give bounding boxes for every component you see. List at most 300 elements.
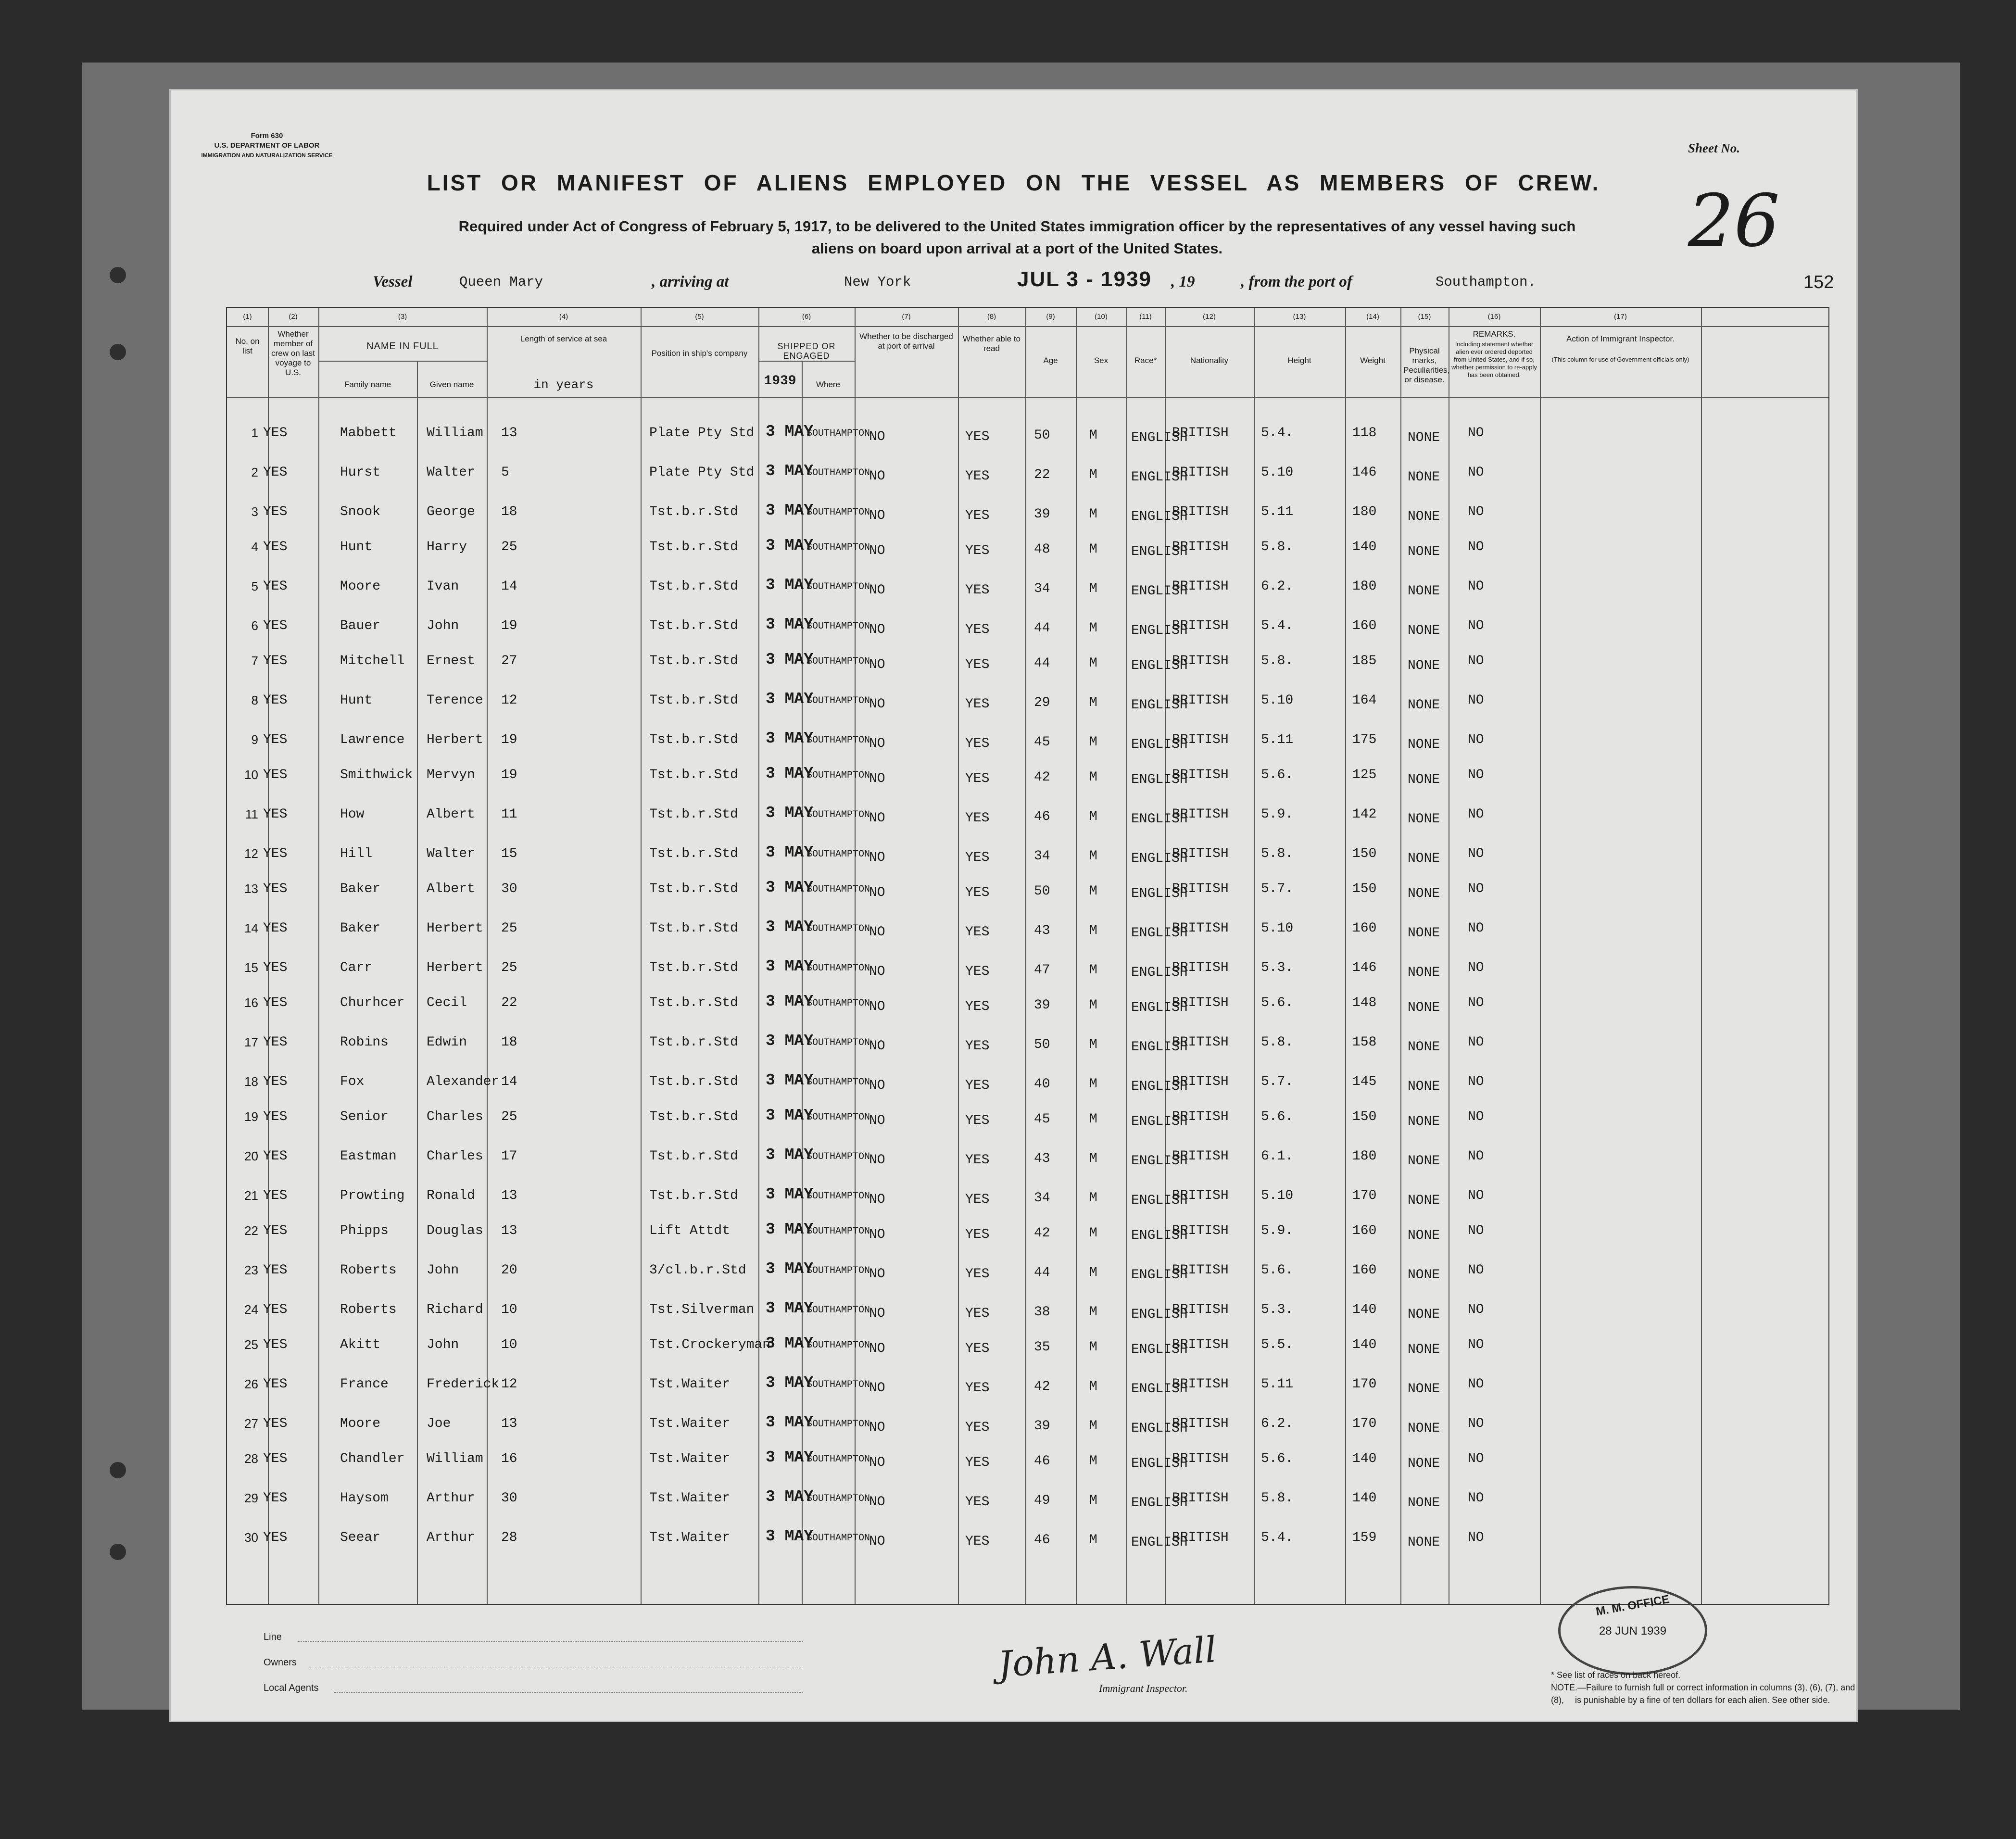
- race: ENGLISH: [1131, 623, 1188, 638]
- discharge-at-port: NO: [869, 1534, 885, 1549]
- race: ENGLISH: [1131, 851, 1188, 866]
- shipped-where: SOUTHAMPTON: [806, 1151, 870, 1162]
- physical-marks: NONE: [1408, 1154, 1440, 1169]
- given-name: Frederick: [427, 1377, 500, 1392]
- remarks: NO: [1468, 846, 1484, 861]
- nationality: BRITISH: [1172, 1377, 1229, 1392]
- remarks: NO: [1468, 654, 1484, 668]
- age: 45: [1034, 735, 1050, 750]
- given-name: John: [427, 1263, 459, 1278]
- service-years: 16: [501, 1451, 517, 1466]
- column-number: (2): [289, 313, 298, 321]
- row-number: 4: [251, 540, 258, 554]
- sex: M: [1089, 770, 1097, 785]
- shipped-engaged-header: SHIPPED OR ENGAGED: [777, 341, 836, 361]
- row-number: 9: [251, 732, 258, 747]
- sex: M: [1089, 1379, 1097, 1394]
- age: 29: [1034, 695, 1050, 710]
- family-name: Haysom: [340, 1491, 389, 1506]
- physical-marks: NONE: [1408, 1000, 1440, 1015]
- family-name: Smithwick: [340, 768, 413, 782]
- nationality: BRITISH: [1172, 1188, 1229, 1203]
- from-label: , from the port of: [1241, 273, 1352, 290]
- height: 5.3.: [1261, 1302, 1294, 1317]
- age: 42: [1034, 1226, 1050, 1241]
- row-number: 19: [244, 1109, 258, 1124]
- header-rule: [227, 326, 1828, 327]
- able-to-read: YES: [965, 657, 990, 672]
- shipped-when: 3 MAY: [766, 690, 814, 708]
- remarks: NO: [1468, 732, 1484, 747]
- shipped-where: SOUTHAMPTON: [806, 735, 870, 746]
- row-number: 29: [244, 1491, 258, 1505]
- given-name: Herbert: [427, 732, 483, 747]
- form-number: Form 630: [251, 132, 283, 140]
- weight: 180: [1352, 579, 1377, 594]
- height: 5.10: [1261, 693, 1294, 708]
- weight: 140: [1352, 1302, 1377, 1317]
- shipped-where: SOUTHAMPTON: [806, 998, 870, 1009]
- able-to-read: YES: [965, 508, 990, 523]
- office-stamp: [1558, 1586, 1707, 1675]
- given-name: Cecil: [427, 995, 467, 1010]
- service-years: 30: [501, 1491, 517, 1506]
- ship-position: Tst.Waiter: [649, 1491, 731, 1506]
- shipped-when: 3 MAY: [766, 1413, 814, 1431]
- crew-last-voyage: YES: [263, 995, 288, 1010]
- family-name: Robins: [340, 1035, 389, 1050]
- column-rule: [1126, 308, 1127, 1604]
- sex: M: [1089, 1493, 1097, 1508]
- crew-last-voyage: YES: [263, 1074, 288, 1089]
- race: ENGLISH: [1131, 509, 1188, 524]
- able-to-read: YES: [965, 1227, 990, 1242]
- height: 5.5.: [1261, 1337, 1294, 1352]
- height: 5.10: [1261, 1188, 1294, 1203]
- vessel-label: Vessel: [373, 273, 413, 290]
- height: 5.8.: [1261, 1035, 1294, 1050]
- discharge-at-port: NO: [869, 1306, 885, 1321]
- weight: 118: [1352, 426, 1377, 441]
- discharge-at-port: NO: [869, 1078, 885, 1093]
- physical-marks: NONE: [1408, 737, 1440, 752]
- row-number: 16: [244, 995, 258, 1010]
- given-name: William: [427, 426, 483, 441]
- column-header-c17: Action of Immigrant Inspector.: [1566, 334, 1675, 343]
- shipped-where: SOUTHAMPTON: [806, 1454, 870, 1465]
- shipped-where: SOUTHAMPTON: [806, 1533, 870, 1544]
- race: ENGLISH: [1131, 584, 1188, 599]
- column-rule: [855, 308, 856, 1604]
- physical-marks: NONE: [1408, 470, 1440, 485]
- column-rule: [758, 308, 759, 1604]
- remarks: NO: [1468, 540, 1484, 554]
- shipped-where: SOUTHAMPTON: [806, 1112, 870, 1123]
- able-to-read: YES: [965, 1153, 990, 1168]
- shipped-where: SOUTHAMPTON: [806, 1379, 870, 1390]
- able-to-read: YES: [965, 1039, 990, 1054]
- able-to-read: YES: [965, 999, 990, 1014]
- age: 39: [1034, 507, 1050, 522]
- family-name: Prowting: [340, 1188, 405, 1203]
- column-header-c15: Physical marks, Peculiarities, or disease.: [1403, 346, 1450, 384]
- family-name: Fox: [340, 1074, 365, 1089]
- height: 5.3.: [1261, 960, 1294, 975]
- shipped-where: SOUTHAMPTON: [806, 1077, 870, 1088]
- given-name: Ernest: [427, 654, 475, 668]
- shipped-when: 3 MAY: [766, 1107, 814, 1124]
- height: 5.4.: [1261, 426, 1294, 441]
- sex: M: [1089, 428, 1097, 443]
- shipped-when: 3 MAY: [766, 957, 814, 975]
- race: ENGLISH: [1131, 430, 1188, 445]
- ship-position: Tst.b.r.Std: [649, 654, 738, 668]
- sex: M: [1089, 1112, 1097, 1127]
- service-years: 17: [501, 1149, 517, 1164]
- column-number: (13): [1293, 313, 1306, 321]
- column-number: (3): [398, 313, 407, 321]
- weight: 180: [1352, 504, 1377, 519]
- able-to-read: YES: [965, 925, 990, 940]
- race: ENGLISH: [1131, 812, 1188, 827]
- age: 34: [1034, 581, 1050, 596]
- discharge-at-port: NO: [869, 964, 885, 979]
- weight: 164: [1352, 693, 1377, 708]
- physical-marks: NONE: [1408, 812, 1440, 827]
- discharge-at-port: NO: [869, 622, 885, 637]
- manifest-sheet: [171, 90, 1856, 1721]
- column-number: (11): [1139, 313, 1152, 321]
- column-header-c2: Whether member of crew on last voyage to U.S.: [271, 329, 315, 377]
- sex: M: [1089, 809, 1097, 824]
- crew-last-voyage: YES: [263, 1302, 288, 1317]
- sex: M: [1089, 1191, 1097, 1206]
- column-number: (7): [902, 313, 911, 321]
- shipped-when: 3 MAY: [766, 1527, 814, 1545]
- nationality: BRITISH: [1172, 1035, 1229, 1050]
- penalty-note-cont: is punishable by a fine of ten dollars for each alien. See other side.: [1575, 1695, 1830, 1705]
- sex: M: [1089, 1265, 1097, 1280]
- crew-last-voyage: YES: [263, 540, 288, 554]
- given-name: John: [427, 618, 459, 633]
- height: 5.8.: [1261, 540, 1294, 554]
- weight: 170: [1352, 1377, 1377, 1392]
- row-number: 8: [251, 693, 258, 707]
- given-name: Herbert: [427, 921, 483, 936]
- family-name: Akitt: [340, 1337, 381, 1352]
- physical-marks: NONE: [1408, 1535, 1440, 1550]
- sex: M: [1089, 1151, 1097, 1166]
- local-agents-label: Local Agents: [264, 1683, 319, 1693]
- family-name: France: [340, 1377, 389, 1392]
- service-years: 14: [501, 579, 517, 594]
- shipped-where: SOUTHAMPTON: [806, 542, 870, 553]
- able-to-read: YES: [965, 1495, 990, 1510]
- shipped-when: 3 MAY: [766, 804, 814, 822]
- given-name: Albert: [427, 807, 475, 822]
- row-number: 18: [244, 1074, 258, 1089]
- able-to-read: YES: [965, 850, 990, 865]
- height: 5.8.: [1261, 1491, 1294, 1506]
- shipped-when: 3 MAY: [766, 651, 814, 668]
- remarks: NO: [1468, 921, 1484, 936]
- row-number: 2: [251, 465, 258, 479]
- height: 6.1.: [1261, 1149, 1294, 1164]
- crew-last-voyage: YES: [263, 732, 288, 747]
- family-name: Seear: [340, 1530, 381, 1545]
- shipped-where: SOUTHAMPTON: [806, 1305, 870, 1316]
- nationality: BRITISH: [1172, 807, 1229, 822]
- shipped-when: 3 MAY: [766, 765, 814, 782]
- row-number: 27: [244, 1416, 258, 1431]
- family-name-header: Family name: [344, 380, 391, 389]
- height: 5.7.: [1261, 882, 1294, 896]
- able-to-read: YES: [965, 543, 990, 558]
- family-name: Hurst: [340, 465, 381, 480]
- ship-position: Tst.b.r.Std: [649, 807, 738, 822]
- row-number: 3: [251, 504, 258, 519]
- discharge-at-port: NO: [869, 583, 885, 598]
- service-unit: in years: [533, 378, 594, 392]
- shipped-when: 3 MAY: [766, 462, 814, 480]
- race: ENGLISH: [1131, 1382, 1188, 1397]
- shipped-where: SOUTHAMPTON: [806, 581, 870, 592]
- shipped-where: SOUTHAMPTON: [806, 1226, 870, 1237]
- weight: 185: [1352, 654, 1377, 668]
- physical-marks: NONE: [1408, 965, 1440, 980]
- remarks: NO: [1468, 1223, 1484, 1238]
- race: ENGLISH: [1131, 1307, 1188, 1322]
- ship-position: Tst.Silverman: [649, 1302, 755, 1317]
- shipped-when: 3 MAY: [766, 1449, 814, 1466]
- ship-position: Tst.Waiter: [649, 1530, 731, 1545]
- column-rule: [641, 308, 642, 1604]
- shipped-when: 3 MAY: [766, 1299, 814, 1317]
- weight: 170: [1352, 1416, 1377, 1431]
- service-years: 13: [501, 1416, 517, 1431]
- race: ENGLISH: [1131, 1079, 1188, 1094]
- ship-position: Tst.Waiter: [649, 1377, 731, 1392]
- shipped-where: SOUTHAMPTON: [806, 1037, 870, 1048]
- shipped-when: 3 MAY: [766, 879, 814, 896]
- nationality: BRITISH: [1172, 540, 1229, 554]
- column-header-c9: Age: [1043, 356, 1058, 365]
- race: ENGLISH: [1131, 698, 1188, 713]
- shipped-when: 3 MAY: [766, 1032, 814, 1050]
- family-name: Baker: [340, 921, 381, 936]
- given-name: Richard: [427, 1302, 483, 1317]
- shipped-where: SOUTHAMPTON: [806, 849, 870, 860]
- height: 5.4.: [1261, 1530, 1294, 1545]
- service-years: 15: [501, 846, 517, 861]
- service-years: 13: [501, 1223, 517, 1238]
- column-rule: [268, 308, 269, 1604]
- crew-last-voyage: YES: [263, 1149, 288, 1164]
- nationality: BRITISH: [1172, 921, 1229, 936]
- family-name: Hunt: [340, 693, 373, 708]
- family-name: Mabbett: [340, 426, 397, 441]
- physical-marks: NONE: [1408, 926, 1440, 941]
- family-name: Senior: [340, 1109, 389, 1124]
- column-number: (4): [559, 313, 568, 321]
- able-to-read: YES: [965, 1341, 990, 1356]
- given-name: William: [427, 1451, 483, 1466]
- age: 44: [1034, 1265, 1050, 1280]
- shipped-where: SOUTHAMPTON: [806, 1191, 870, 1202]
- weight: 160: [1352, 618, 1377, 633]
- subtitle-line-2: aliens on board upon arrival at a port of the United States.: [811, 240, 1223, 257]
- ship-position: Tst.Crockeryman: [649, 1337, 771, 1352]
- remarks: NO: [1468, 768, 1484, 782]
- discharge-at-port: NO: [869, 885, 885, 900]
- crew-last-voyage: YES: [263, 921, 288, 936]
- weight: 170: [1352, 1188, 1377, 1203]
- remarks: NO: [1468, 1149, 1484, 1164]
- age: 44: [1034, 621, 1050, 636]
- shipped-where: SOUTHAMPTON: [806, 1265, 870, 1276]
- ship-position: Tst.b.r.Std: [649, 504, 738, 519]
- shipped-when: 3 MAY: [766, 1071, 814, 1089]
- weight: 145: [1352, 1074, 1377, 1089]
- remarks: NO: [1468, 1074, 1484, 1089]
- service-years: 18: [501, 1035, 517, 1050]
- shipped-where: SOUTHAMPTON: [806, 428, 870, 439]
- age: 45: [1034, 1112, 1050, 1127]
- physical-marks: NONE: [1408, 509, 1440, 524]
- discharge-at-port: NO: [869, 1113, 885, 1128]
- remarks: NO: [1468, 882, 1484, 896]
- ship-position: Tst.b.r.Std: [649, 846, 738, 861]
- service-years: 18: [501, 504, 517, 519]
- given-name: Walter: [427, 846, 475, 861]
- given-name: Charles: [427, 1149, 483, 1164]
- age: 43: [1034, 923, 1050, 938]
- weight: 160: [1352, 1263, 1377, 1278]
- race: ENGLISH: [1131, 470, 1188, 485]
- sex: M: [1089, 735, 1097, 750]
- race: ENGLISH: [1131, 1456, 1188, 1471]
- weight: 140: [1352, 540, 1377, 554]
- column-number: (1): [243, 313, 252, 321]
- column-header-c13: Height: [1287, 356, 1311, 365]
- discharge-at-port: NO: [869, 543, 885, 558]
- subtitle-line-1: Required under Act of Congress of February 5, 1917, to be delivered to the United States immigration officer by the representatives of any vessel having such: [458, 218, 1576, 235]
- row-number: 17: [244, 1035, 258, 1049]
- nationality: BRITISH: [1172, 1451, 1229, 1466]
- shipped-where: SOUTHAMPTON: [806, 963, 870, 974]
- discharge-at-port: NO: [869, 1153, 885, 1168]
- remarks: NO: [1468, 504, 1484, 519]
- line-label: Line: [264, 1632, 282, 1642]
- physical-marks: NONE: [1408, 1114, 1440, 1129]
- sex: M: [1089, 1305, 1097, 1320]
- given-name: Ronald: [427, 1188, 475, 1203]
- service-years: 22: [501, 995, 517, 1010]
- crew-last-voyage: YES: [263, 693, 288, 708]
- nationality: BRITISH: [1172, 504, 1229, 519]
- column-number: (14): [1366, 313, 1379, 321]
- column-number: (12): [1203, 313, 1216, 321]
- family-name: Moore: [340, 1416, 381, 1431]
- given-name: Walter: [427, 465, 475, 480]
- remarks: NO: [1468, 1416, 1484, 1431]
- remarks: NO: [1468, 1263, 1484, 1278]
- remarks: NO: [1468, 1451, 1484, 1466]
- row-number: 30: [244, 1530, 258, 1545]
- race: ENGLISH: [1131, 886, 1188, 901]
- given-name: Charles: [427, 1109, 483, 1124]
- discharge-at-port: NO: [869, 697, 885, 712]
- age: 43: [1034, 1151, 1050, 1166]
- age: 39: [1034, 1419, 1050, 1434]
- crew-last-voyage: YES: [263, 1263, 288, 1278]
- race: ENGLISH: [1131, 1342, 1188, 1357]
- stamp-office: M. M. OFFICE: [1595, 1592, 1671, 1619]
- able-to-read: YES: [965, 622, 990, 637]
- shipped-where: SOUTHAMPTON: [806, 770, 870, 781]
- crew-last-voyage: YES: [263, 1491, 288, 1506]
- column-header-c10: Sex: [1094, 356, 1109, 365]
- sex: M: [1089, 849, 1097, 864]
- given-name: Arthur: [427, 1530, 475, 1545]
- race: ENGLISH: [1131, 737, 1188, 752]
- row-number: 28: [244, 1451, 258, 1466]
- name-in-full-header: NAME IN FULL: [366, 341, 439, 352]
- ship-position: Tst.b.r.Std: [649, 1109, 738, 1124]
- local-agents-field: [334, 1692, 803, 1693]
- shipped-when: 3 MAY: [766, 918, 814, 936]
- height: 5.7.: [1261, 1074, 1294, 1089]
- discharge-at-port: NO: [869, 1267, 885, 1282]
- arriving-label: , arriving at: [652, 273, 729, 290]
- arriving-port: New York: [844, 274, 911, 290]
- age: 50: [1034, 884, 1050, 899]
- ship-position: Tst.b.r.Std: [649, 1035, 738, 1050]
- race: ENGLISH: [1131, 658, 1188, 673]
- race: ENGLISH: [1131, 1228, 1188, 1243]
- shipped-when: 3 MAY: [766, 844, 814, 861]
- row-number: 24: [244, 1302, 258, 1317]
- ship-position: Tst.b.r.Std: [649, 768, 738, 782]
- service-years: 11: [501, 807, 517, 822]
- able-to-read: YES: [965, 736, 990, 751]
- ship-position: Tst.b.r.Std: [649, 618, 738, 633]
- sex: M: [1089, 542, 1097, 557]
- weight: 175: [1352, 732, 1377, 747]
- family-name: Roberts: [340, 1302, 397, 1317]
- height: 5.8.: [1261, 654, 1294, 668]
- column-header-c1: No. on list: [235, 337, 260, 355]
- nationality: BRITISH: [1172, 618, 1229, 633]
- nationality: BRITISH: [1172, 1337, 1229, 1352]
- department-name: U.S. DEPARTMENT OF LABOR: [214, 141, 320, 150]
- from-port: Southampton.: [1436, 274, 1536, 290]
- column-rule: [1165, 308, 1166, 1604]
- sex: M: [1089, 1533, 1097, 1548]
- shipped-where: SOUTHAMPTON: [806, 1493, 870, 1504]
- physical-marks: NONE: [1408, 698, 1440, 713]
- column-number: (10): [1095, 313, 1108, 321]
- penalty-note: NOTE.—Failure to furnish full or correct information in columns (3), (6), (7), and (8),: [1551, 1683, 1855, 1705]
- service-years: 25: [501, 540, 517, 554]
- family-name: Lawrence: [340, 732, 405, 747]
- nationality: BRITISH: [1172, 1223, 1229, 1238]
- age: 38: [1034, 1305, 1050, 1320]
- sex: M: [1089, 1037, 1097, 1052]
- nationality: BRITISH: [1172, 426, 1229, 441]
- given-name: Mervyn: [427, 768, 475, 782]
- row-number: 1: [251, 426, 258, 440]
